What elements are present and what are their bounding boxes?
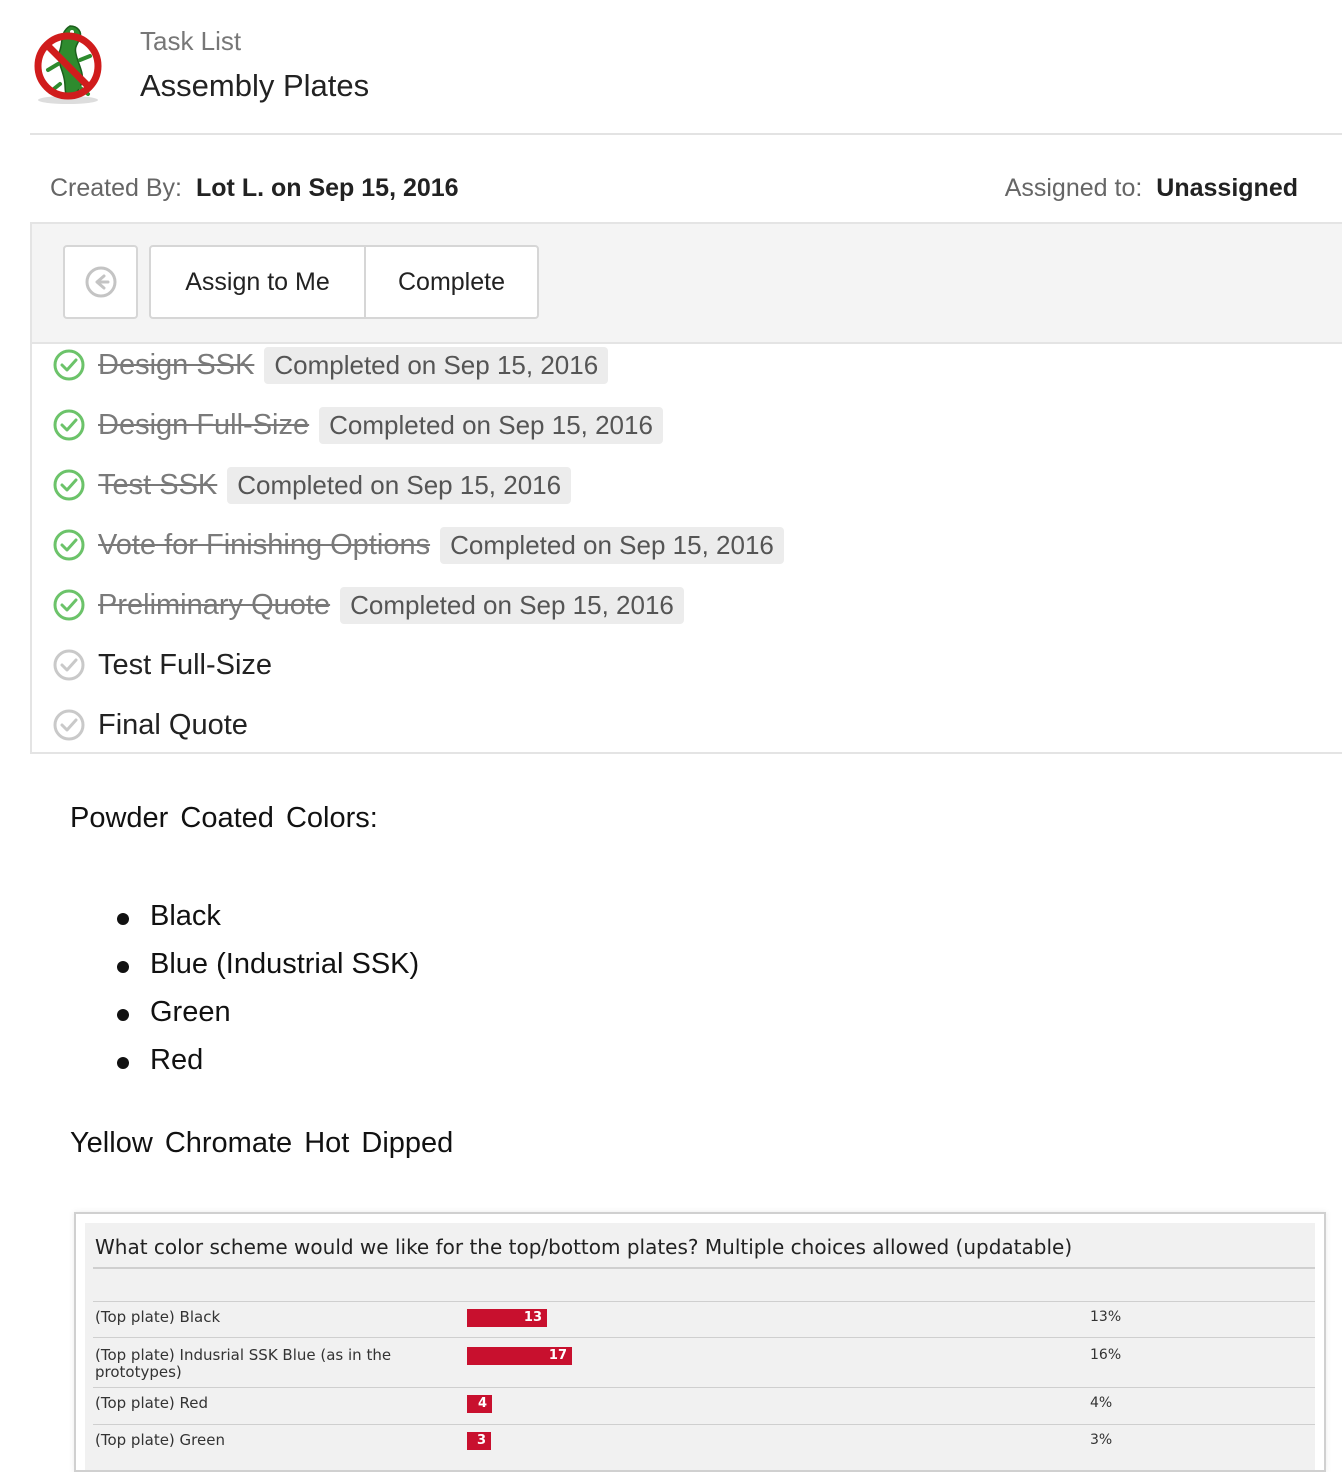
task-item[interactable] bbox=[52, 523, 784, 567]
created-by bbox=[50, 174, 459, 203]
task-item[interactable] bbox=[52, 583, 684, 627]
task-item[interactable] bbox=[52, 403, 663, 447]
assigned-to-label: Assigned to: bbox=[1004, 174, 1143, 202]
list-item bbox=[150, 996, 231, 1044]
check-circle-green-icon[interactable] bbox=[52, 348, 86, 382]
task-status-badge: Completed on Sep 15, 2016 bbox=[340, 587, 684, 624]
bullet bbox=[117, 913, 129, 925]
color-name: Red bbox=[150, 1044, 204, 1076]
poll-percent: 16% bbox=[1090, 1347, 1122, 1363]
complete-button[interactable]: Complete bbox=[398, 267, 505, 296]
task-item[interactable] bbox=[52, 643, 272, 687]
created-by-value: Lot L. on Sep 15, 2016 bbox=[196, 174, 459, 202]
color-name: Blue (Industrial SSK) bbox=[150, 948, 420, 980]
page-title: Assembly Plates bbox=[140, 68, 370, 103]
poll-option-label: (Top plate) Green bbox=[95, 1431, 225, 1449]
assigned-to bbox=[1005, 174, 1298, 203]
header-divider bbox=[30, 133, 1342, 135]
poll-option-label: (Top plate) Indusrial SSK Blue (as in the prototypes) bbox=[95, 1346, 392, 1381]
color-name: Black bbox=[150, 900, 221, 932]
poll-percent: 13% bbox=[1090, 1309, 1122, 1325]
poll-bar: 13 bbox=[467, 1309, 547, 1327]
task-name: Test Full-Size bbox=[98, 648, 273, 681]
poll-divider bbox=[93, 1424, 1315, 1425]
app-logo bbox=[30, 20, 112, 106]
check-circle-green-icon[interactable] bbox=[52, 528, 86, 562]
task-name: Test SSK bbox=[98, 468, 218, 501]
poll-divider bbox=[93, 1387, 1315, 1388]
poll-bar: 3 bbox=[467, 1432, 491, 1450]
list-item bbox=[150, 900, 221, 948]
color-name: Green bbox=[150, 996, 231, 1028]
poll-option-label: (Top plate) Black bbox=[95, 1308, 221, 1326]
task-status-badge: Completed on Sep 15, 2016 bbox=[319, 407, 663, 444]
task-status-badge: Completed on Sep 15, 2016 bbox=[227, 467, 571, 504]
task-toolbar bbox=[32, 224, 1342, 344]
poll-divider bbox=[93, 1337, 1315, 1338]
task-item[interactable] bbox=[52, 343, 608, 387]
poll-widget bbox=[74, 1212, 1326, 1472]
task-status-badge: Completed on Sep 15, 2016 bbox=[440, 527, 784, 564]
back-arrow-circle-icon bbox=[84, 265, 118, 299]
poll-body bbox=[85, 1223, 1315, 1470]
task-name: Vote for Finishing Options bbox=[98, 528, 431, 561]
check-circle-green-icon[interactable] bbox=[52, 408, 86, 442]
poll-bar: 4 bbox=[467, 1395, 492, 1413]
task-name: Design SSK bbox=[98, 348, 255, 381]
bullet bbox=[117, 1057, 129, 1069]
poll-divider bbox=[93, 1301, 1315, 1302]
check-circle-gray-icon[interactable] bbox=[52, 648, 86, 682]
list-item bbox=[150, 1044, 203, 1092]
poll-percent: 3% bbox=[1090, 1432, 1113, 1448]
created-by-label: Created By: bbox=[50, 174, 183, 202]
bullet bbox=[117, 1009, 129, 1021]
check-circle-green-icon[interactable] bbox=[52, 588, 86, 622]
poll-divider bbox=[93, 1267, 1315, 1269]
task-name: Design Full-Size bbox=[98, 408, 310, 441]
poll-percent: 4% bbox=[1090, 1395, 1113, 1411]
task-item[interactable] bbox=[52, 703, 248, 747]
task-panel bbox=[30, 222, 1342, 754]
list-item bbox=[150, 948, 419, 996]
assigned-to-value: Unassigned bbox=[1156, 174, 1298, 202]
bullet bbox=[117, 961, 129, 973]
assign-to-me-button[interactable]: Assign to Me bbox=[151, 247, 366, 317]
chromate-heading: Yellow Chromate Hot Dipped bbox=[70, 1127, 454, 1159]
check-circle-gray-icon[interactable] bbox=[52, 708, 86, 742]
task-item[interactable] bbox=[52, 463, 571, 507]
task-name: Preliminary Quote bbox=[98, 588, 331, 621]
poll-option-label: (Top plate) Red bbox=[95, 1394, 209, 1412]
task-status-badge: Completed on Sep 15, 2016 bbox=[264, 347, 608, 384]
action-button-group bbox=[149, 245, 539, 319]
back-button[interactable] bbox=[63, 245, 138, 319]
check-circle-green-icon[interactable] bbox=[52, 468, 86, 502]
poll-question: What color scheme would we like for the top/bottom plates? Multiple choices allowed (updatable) bbox=[95, 1235, 1073, 1259]
task-name: Final Quote bbox=[98, 708, 248, 741]
poll-bar: 17 bbox=[467, 1347, 572, 1365]
page-subtitle: Task List bbox=[140, 26, 242, 56]
powder-coated-heading: Powder Coated Colors: bbox=[70, 802, 378, 834]
